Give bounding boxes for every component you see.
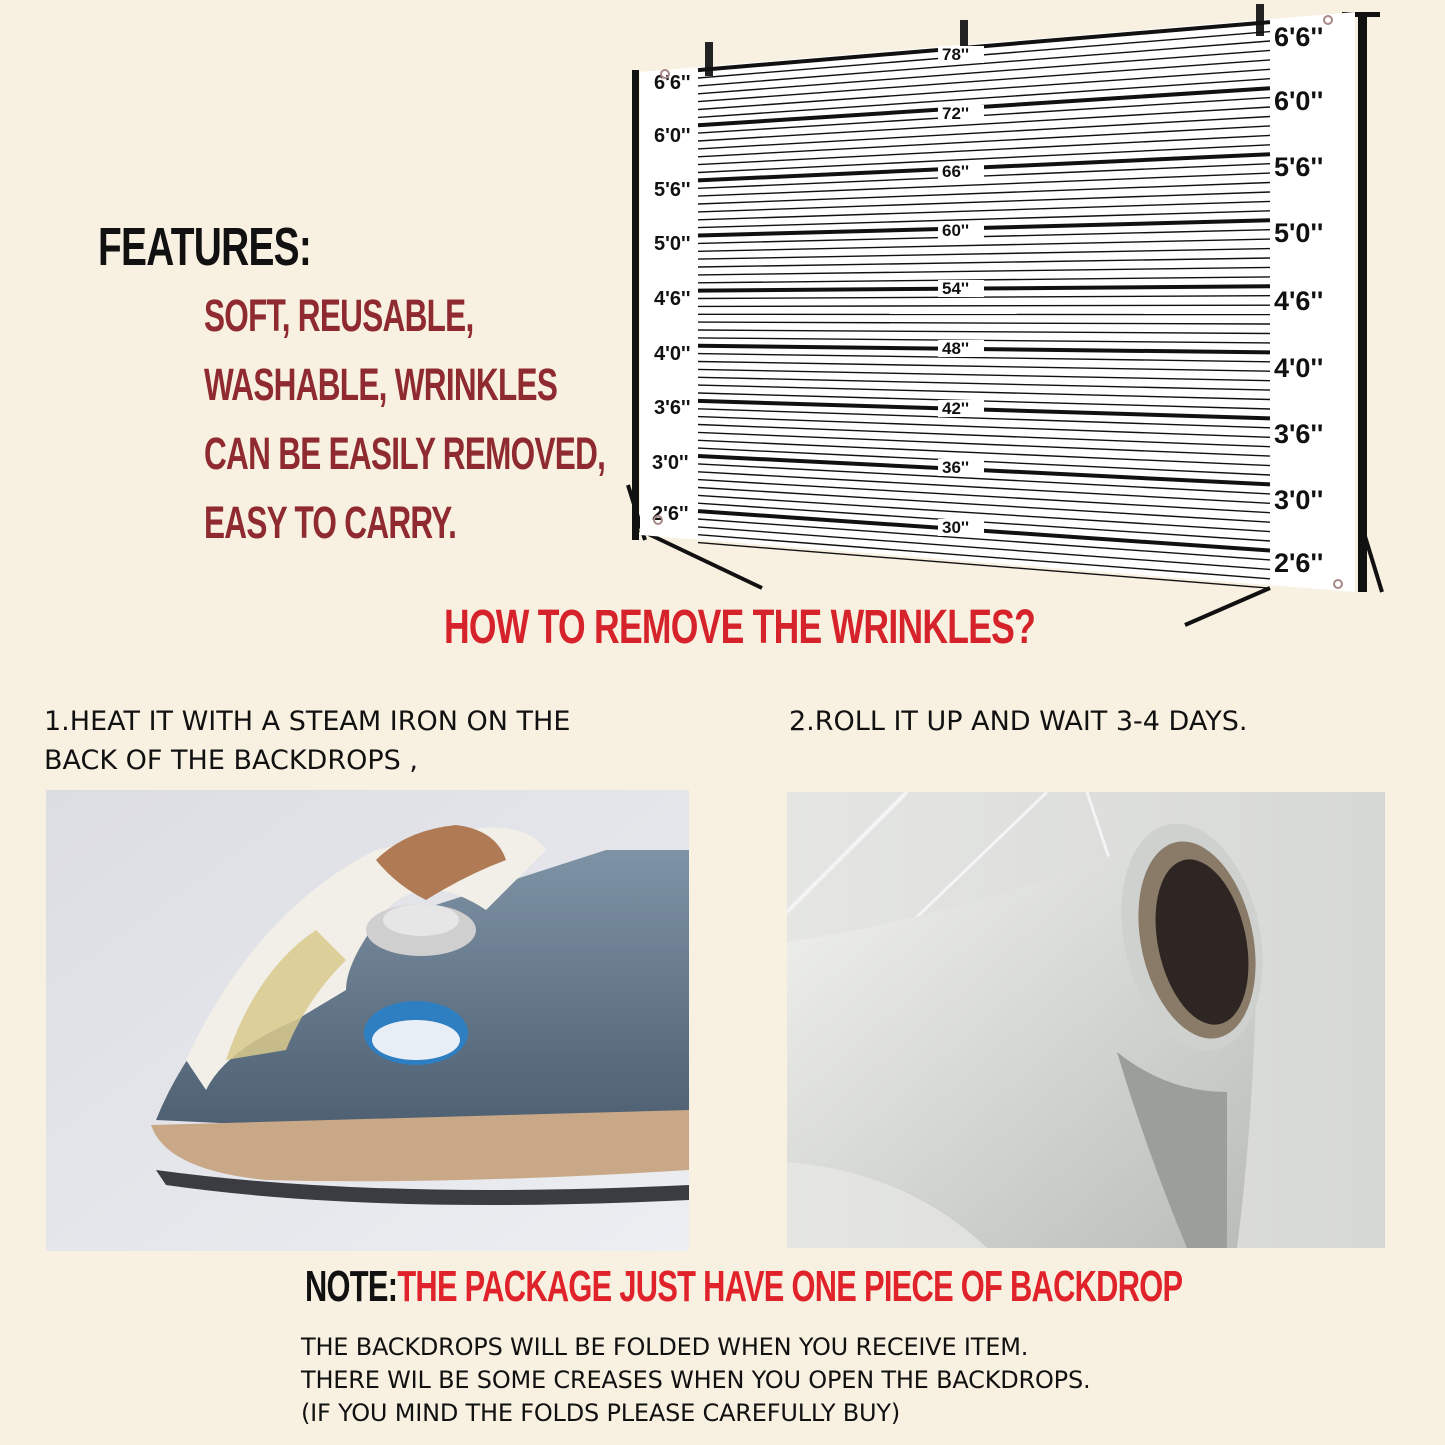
right-height-label: 5'6'' xyxy=(1274,152,1324,182)
feature-line-1: SOFT, REUSABLE, xyxy=(204,290,474,341)
center-height-label: 36'' xyxy=(942,458,969,477)
center-height-label: 60'' xyxy=(942,221,969,240)
right-height-label: 5'0'' xyxy=(1274,218,1324,248)
right-height-label: 3'6'' xyxy=(1274,419,1324,449)
steam-iron-photo xyxy=(46,790,689,1251)
right-height-label: 3'0'' xyxy=(1274,485,1324,515)
left-height-label: 6'0'' xyxy=(654,125,691,147)
note-heading xyxy=(305,1262,1182,1312)
center-height-label: 42'' xyxy=(942,399,969,418)
left-height-label: 5'0'' xyxy=(654,233,691,255)
clamp-icon xyxy=(1256,4,1264,36)
height-chart-backdrop-illustration xyxy=(620,0,1390,640)
right-height-label: 4'0'' xyxy=(1274,353,1324,383)
right-height-label: 4'6'' xyxy=(1274,286,1324,316)
stand-leg xyxy=(1185,588,1270,625)
feature-line-2: WASHABLE, WRINKLES xyxy=(204,359,558,410)
right-height-label: 2'6'' xyxy=(1274,548,1324,578)
note-detail-line-3: (IF YOU MIND THE FOLDS PLEASE CAREFULLY BUY) xyxy=(301,1399,901,1427)
feature-line-3: CAN BE EASILY REMOVED, xyxy=(204,428,606,479)
left-height-label: 3'0'' xyxy=(652,452,689,474)
left-height-label: 4'6'' xyxy=(654,288,691,310)
step-1-instruction xyxy=(44,702,570,780)
backdrop-svg xyxy=(620,0,1390,640)
right-stand-pole xyxy=(1358,12,1367,592)
right-height-label: 6'6'' xyxy=(1274,22,1324,52)
note-label: NOTE: xyxy=(305,1262,398,1311)
features-title: FEATURES: xyxy=(98,217,312,277)
left-height-label: 3'6'' xyxy=(654,397,691,419)
center-height-label: 66'' xyxy=(942,162,969,181)
center-height-label: 30'' xyxy=(942,518,969,537)
left-height-label: 2'6'' xyxy=(652,503,689,525)
steam-iron-icon xyxy=(46,790,689,1251)
right-height-label: 6'0'' xyxy=(1274,86,1324,116)
center-height-label: 72'' xyxy=(942,104,969,123)
left-height-label: 5'6'' xyxy=(654,179,691,201)
left-height-label: 6'6'' xyxy=(654,72,691,94)
rolled-backdrop-photo xyxy=(787,792,1385,1248)
center-height-label: 78'' xyxy=(942,45,969,64)
note-text: THE PACKAGE JUST HAVE ONE PIECE OF BACKDROP xyxy=(397,1262,1183,1311)
feature-line-4: EASY TO CARRY. xyxy=(204,497,457,548)
rolled-fabric-icon xyxy=(787,792,1385,1248)
step-2-instruction: 2.ROLL IT UP AND WAIT 3-4 DAYS. xyxy=(789,706,1248,737)
wrinkle-section-title: HOW TO REMOVE THE WRINKLES? xyxy=(444,601,1036,654)
step-1-line-1: 1.HEAT IT WITH A STEAM IRON ON THE xyxy=(44,706,571,737)
note-detail-line-1: THE BACKDROPS WILL BE FOLDED WHEN YOU RECEIVE ITEM. xyxy=(301,1333,1029,1361)
left-stand-pole xyxy=(632,70,639,540)
center-height-label: 48'' xyxy=(942,339,969,358)
step-1-line-2: BACK OF THE BACKDROPS , xyxy=(44,745,418,776)
left-height-label: 4'0'' xyxy=(654,343,691,365)
note-detail-line-2: THERE WIL BE SOME CREASES WHEN YOU OPEN THE BACKDROPS. xyxy=(301,1366,1091,1394)
center-height-label: 54'' xyxy=(942,279,969,298)
